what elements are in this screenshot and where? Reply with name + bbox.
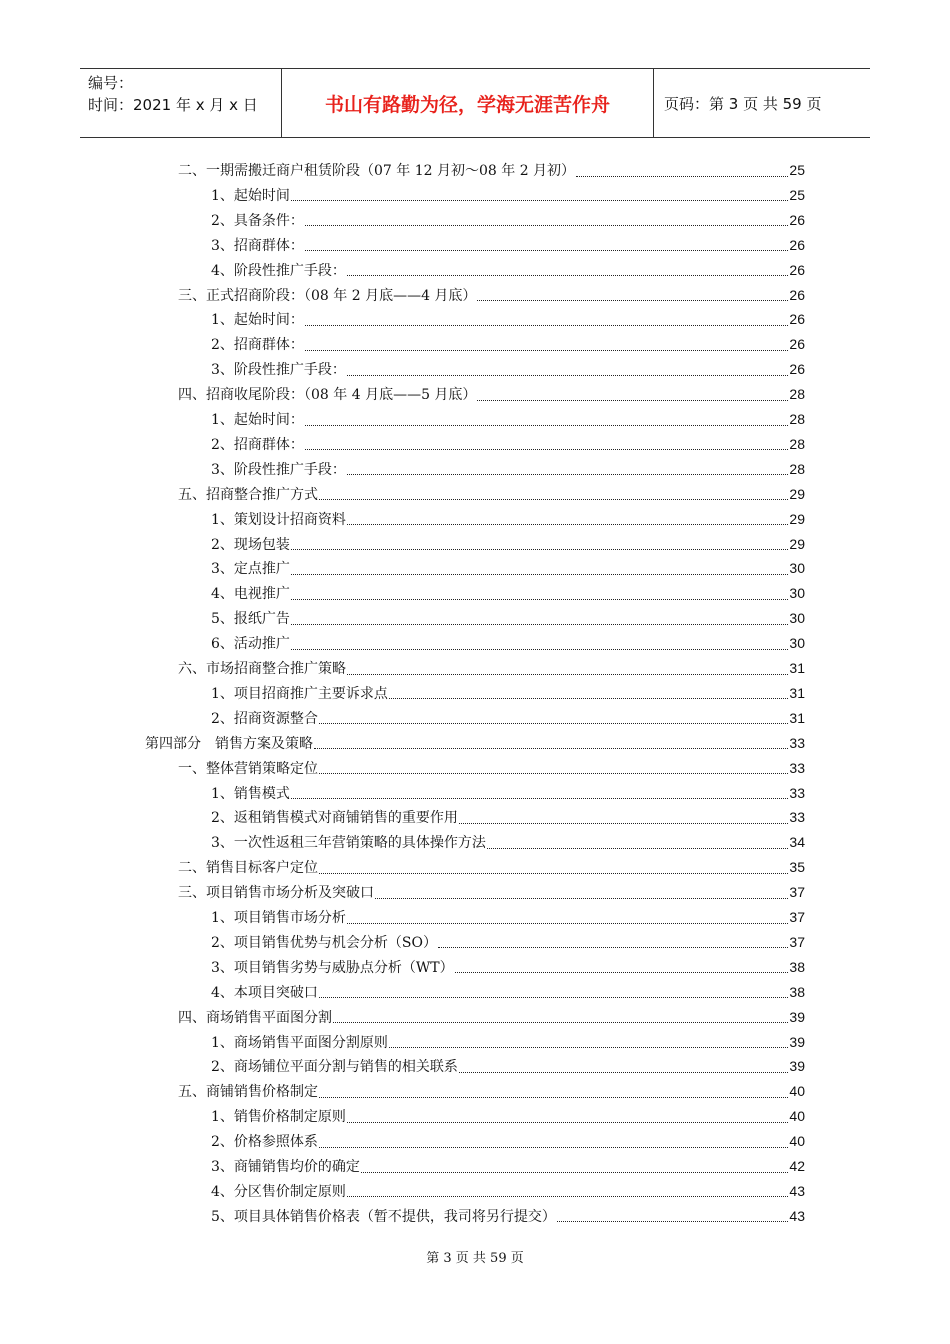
- toc-entry[interactable]: [211, 457, 805, 481]
- toc-entry[interactable]: [178, 756, 805, 780]
- toc-entry-page: 37: [789, 884, 805, 901]
- toc-entry-title: 1、策划设计招商资料: [211, 511, 346, 528]
- toc-dot-leader: [319, 499, 788, 500]
- toc-dot-leader: [305, 325, 789, 326]
- toc-entry-title: 5、项目具体销售价格表（暂不提供，我司将另行提交）: [211, 1208, 556, 1225]
- toc-dot-leader: [455, 972, 789, 973]
- toc-entry[interactable]: [211, 706, 805, 730]
- toc-dot-leader: [291, 624, 789, 625]
- toc-entry-page: 26: [789, 236, 805, 253]
- toc-entry[interactable]: [211, 905, 805, 929]
- toc-entry-page: 28: [789, 460, 805, 477]
- toc-dot-leader: [333, 1022, 788, 1023]
- toc-entry[interactable]: [211, 955, 805, 979]
- toc-entry[interactable]: [178, 283, 805, 307]
- toc-dot-leader: [305, 225, 789, 226]
- toc-dot-leader: [557, 1221, 789, 1222]
- toc-entry-title: 1、起始时间: [211, 187, 290, 204]
- toc-dot-leader: [314, 748, 788, 749]
- toc-entry[interactable]: [211, 1179, 805, 1203]
- toc-dot-leader: [477, 400, 788, 401]
- toc-dot-leader: [305, 425, 789, 426]
- toc-entry-title: 六、市场招商整合推广策略: [178, 661, 346, 677]
- toc-dot-leader: [347, 1122, 789, 1123]
- toc-entry-page: 30: [789, 610, 805, 627]
- toc-entry-title: 1、销售模式: [211, 785, 290, 802]
- toc-dot-leader: [319, 1097, 788, 1098]
- toc-entry-page: 39: [789, 1033, 805, 1050]
- toc-entry[interactable]: [211, 233, 805, 257]
- toc-entry-page: 33: [789, 809, 805, 826]
- toc-entry[interactable]: [211, 208, 805, 232]
- toc-dot-leader: [319, 1147, 789, 1148]
- toc-entry-title: 3、阶段性推广手段：: [211, 461, 346, 478]
- toc-dot-leader: [389, 698, 789, 699]
- toc-entry-title: 二、一期需搬迁商户租赁阶段（07 年 12 月初～08 年 2 月初）: [178, 163, 576, 179]
- toc-dot-leader: [319, 723, 789, 724]
- toc-entry-page: 39: [789, 1058, 805, 1075]
- toc-entry[interactable]: [211, 830, 805, 854]
- toc-entry-title: 1、项目销售市场分析: [211, 910, 346, 926]
- toc-entry[interactable]: [211, 407, 805, 431]
- toc-entry[interactable]: [211, 1054, 805, 1078]
- toc-entry-page: 29: [789, 535, 805, 552]
- toc-entry[interactable]: [145, 731, 805, 755]
- toc-dot-leader: [347, 674, 788, 675]
- toc-entry-page: 33: [789, 784, 805, 801]
- toc-dot-leader: [459, 1072, 789, 1073]
- toc-entry-page: 26: [789, 336, 805, 353]
- toc-dot-leader: [438, 947, 788, 948]
- toc-entry-page: 33: [789, 759, 805, 776]
- toc-entry-title: 第四部分 销售方案及策略: [145, 735, 313, 752]
- toc-dot-leader: [305, 449, 789, 450]
- toc-entry-page: 37: [789, 933, 805, 950]
- toc-entry-title: 1、起始时间：: [211, 312, 304, 329]
- toc-entry-title: 三、项目销售市场分析及突破口: [178, 885, 374, 902]
- toc-entry[interactable]: [211, 930, 805, 954]
- toc-dot-leader: [347, 375, 789, 376]
- toc-entry-page: 35: [789, 859, 805, 876]
- toc-entry-page: 38: [789, 958, 805, 975]
- toc-entry-title: 4、电视推广: [211, 586, 290, 603]
- toc-entry-title: 五、招商整合推广方式: [178, 486, 318, 503]
- toc-entry-title: 2、项目销售优势与机会分析（SO）: [211, 934, 437, 951]
- toc-entry[interactable]: [211, 432, 805, 456]
- toc-dot-leader: [319, 997, 789, 998]
- toc-entry[interactable]: [211, 781, 805, 805]
- header-page-info: 页码：第 3 页 共 59 页: [664, 94, 822, 113]
- toc-entry-title: 二、销售目标客户定位: [178, 860, 318, 877]
- toc-entry[interactable]: [178, 1079, 805, 1103]
- toc-entry-page: 40: [789, 1108, 805, 1125]
- toc-dot-leader: [576, 176, 788, 177]
- toc-dot-leader: [487, 848, 789, 849]
- toc-entry[interactable]: [211, 631, 805, 655]
- toc-dot-leader: [291, 574, 789, 575]
- toc-dot-leader: [305, 250, 789, 251]
- toc-entry[interactable]: [211, 581, 805, 605]
- toc-entry[interactable]: [211, 357, 805, 381]
- toc-entry-page: 30: [789, 635, 805, 652]
- toc-entry-page: 31: [789, 709, 805, 726]
- toc-entry-title: 四、商场销售平面图分割: [178, 1009, 332, 1026]
- toc-entry[interactable]: [178, 656, 805, 680]
- toc-dot-leader: [459, 823, 789, 824]
- toc-dot-leader: [291, 599, 789, 600]
- toc-entry[interactable]: [178, 855, 805, 879]
- toc-entry[interactable]: [211, 1204, 805, 1228]
- toc-entry-title: 2、商场铺位平面分割与销售的相关联系: [211, 1059, 458, 1076]
- toc-entry-title: 3、项目销售劣势与威胁点分析（WT）: [211, 959, 454, 976]
- toc-dot-leader: [291, 549, 789, 550]
- toc-entry-title: 3、招商群体：: [211, 237, 304, 254]
- header-motto: 书山有路勤为径，学海无涯苦作舟: [282, 69, 654, 137]
- toc-entry[interactable]: [211, 805, 805, 829]
- toc-entry-page: 33: [789, 734, 805, 751]
- toc-entry-title: 五、商铺销售价格制定: [178, 1084, 318, 1101]
- toc-entry-title: 四、招商收尾阶段：（08 年 4 月底——5 月底）: [178, 387, 477, 404]
- toc-entry[interactable]: [211, 532, 805, 556]
- toc-entry-title: 2、招商资源整合: [211, 710, 318, 727]
- toc-entry-page: 43: [789, 1207, 805, 1224]
- toc-entry[interactable]: [211, 1154, 805, 1178]
- toc-entry-title: 2、返租销售模式对商铺销售的重要作用: [211, 810, 458, 827]
- toc-entry-page: 28: [789, 435, 805, 452]
- toc-dot-leader: [305, 350, 789, 351]
- toc-entry-page: 29: [789, 485, 805, 502]
- toc-entry-title: 3、一次性返租三年营销策略的具体操作方法: [211, 835, 486, 852]
- toc-entry-page: 38: [789, 983, 805, 1000]
- toc-dot-leader: [375, 898, 788, 899]
- toc-entry-page: 37: [789, 909, 805, 925]
- toc-entry[interactable]: [211, 606, 805, 630]
- toc-entry[interactable]: [211, 1104, 805, 1128]
- header-meta-cell: [80, 69, 282, 137]
- toc-entry-page: 40: [789, 1083, 805, 1100]
- toc-entry-page: 34: [789, 834, 805, 851]
- toc-dot-leader: [347, 524, 789, 525]
- toc-entry-title: 2、具备条件：: [211, 212, 304, 229]
- toc-dot-leader: [361, 1172, 789, 1173]
- toc-entry[interactable]: [178, 482, 805, 506]
- toc-entry[interactable]: [211, 681, 805, 705]
- toc-dot-leader: [291, 798, 789, 799]
- toc-entry[interactable]: [178, 382, 805, 406]
- toc-entry[interactable]: [211, 258, 805, 282]
- document-number-label: 编号：: [88, 74, 134, 92]
- toc-entry-title: 1、销售价格制定原则: [211, 1109, 346, 1126]
- toc-entry[interactable]: [211, 332, 805, 356]
- toc-entry-title: 三、正式招商阶段：（08 年 2 月底——4 月底）: [178, 287, 477, 304]
- toc-dot-leader: [477, 300, 788, 301]
- toc-dot-leader: [347, 275, 789, 276]
- toc-entry[interactable]: [178, 1005, 805, 1029]
- toc-entry-page: 40: [789, 1133, 805, 1150]
- toc-entry-page: 26: [789, 261, 805, 278]
- toc-entry[interactable]: [211, 307, 805, 331]
- toc-entry-title: 一、整体营销策略定位: [178, 760, 318, 777]
- toc-entry-title: 4、本项目突破口: [211, 984, 318, 1001]
- toc-entry-title: 1、商场销售平面图分割原则: [211, 1034, 388, 1051]
- toc-entry[interactable]: [211, 183, 805, 207]
- toc-dot-leader: [347, 923, 789, 924]
- toc-entry-title: 2、价格参照体系: [211, 1134, 318, 1151]
- toc-entry-title: 1、项目招商推广主要诉求点: [211, 685, 388, 702]
- toc-entry-title: 4、阶段性推广手段：: [211, 262, 346, 279]
- toc-entry-title: 3、商铺销售均价的确定: [211, 1159, 360, 1175]
- toc-entry-page: 30: [789, 585, 805, 602]
- toc-entry[interactable]: [211, 556, 805, 580]
- toc-dot-leader: [389, 1047, 789, 1048]
- toc-entry-title: 2、现场包装: [211, 536, 290, 553]
- toc-entry-page: 28: [789, 386, 805, 403]
- toc-entry-page: 31: [789, 660, 805, 676]
- toc-entry-title: 3、阶段性推广手段：: [211, 362, 346, 379]
- toc-dot-leader: [319, 773, 788, 774]
- toc-entry[interactable]: [178, 880, 805, 904]
- document-time-label: 时间：2021 年 x 月 x 日: [88, 96, 258, 114]
- page-footer: 第 3 页 共 59 页: [426, 1251, 524, 1266]
- toc-entry-page: 25: [789, 186, 805, 203]
- toc-entry-page: 26: [789, 311, 805, 328]
- toc-dot-leader: [347, 474, 789, 475]
- toc-entry-title: 3、定点推广: [211, 561, 290, 578]
- toc-entry-page: 29: [789, 510, 805, 527]
- toc-entry-page: 43: [789, 1182, 805, 1199]
- toc-entry-page: 42: [789, 1158, 805, 1174]
- toc-entry-page: 25: [789, 162, 805, 178]
- toc-entry[interactable]: [211, 507, 805, 531]
- toc-entry-title: 5、报纸广告: [211, 611, 290, 628]
- toc-dot-leader: [291, 200, 789, 201]
- toc-entry-title: 2、招商群体：: [211, 337, 304, 354]
- toc-dot-leader: [319, 873, 788, 874]
- toc-entry-title: 6、活动推广: [211, 636, 290, 653]
- toc-entry-title: 4、分区售价制定原则: [211, 1183, 346, 1200]
- toc-entry[interactable]: [178, 158, 805, 182]
- toc-entry-page: 31: [789, 684, 805, 701]
- toc-entry-page: 30: [789, 560, 805, 577]
- toc-entry[interactable]: [211, 1030, 805, 1054]
- toc-dot-leader: [291, 649, 789, 650]
- toc-entry-page: 26: [789, 361, 805, 378]
- toc-entry-page: 26: [789, 211, 805, 228]
- toc-entry-page: 28: [789, 411, 805, 427]
- toc-dot-leader: [347, 1196, 789, 1197]
- toc-entry-title: 1、起始时间：: [211, 412, 304, 428]
- page-header: [80, 68, 870, 138]
- toc-entry-page: 39: [789, 1008, 805, 1025]
- toc-entry-title: 2、招商群体：: [211, 436, 304, 453]
- toc-entry[interactable]: [211, 980, 805, 1004]
- toc-entry[interactable]: [211, 1129, 805, 1153]
- toc-entry-page: 26: [789, 286, 805, 303]
